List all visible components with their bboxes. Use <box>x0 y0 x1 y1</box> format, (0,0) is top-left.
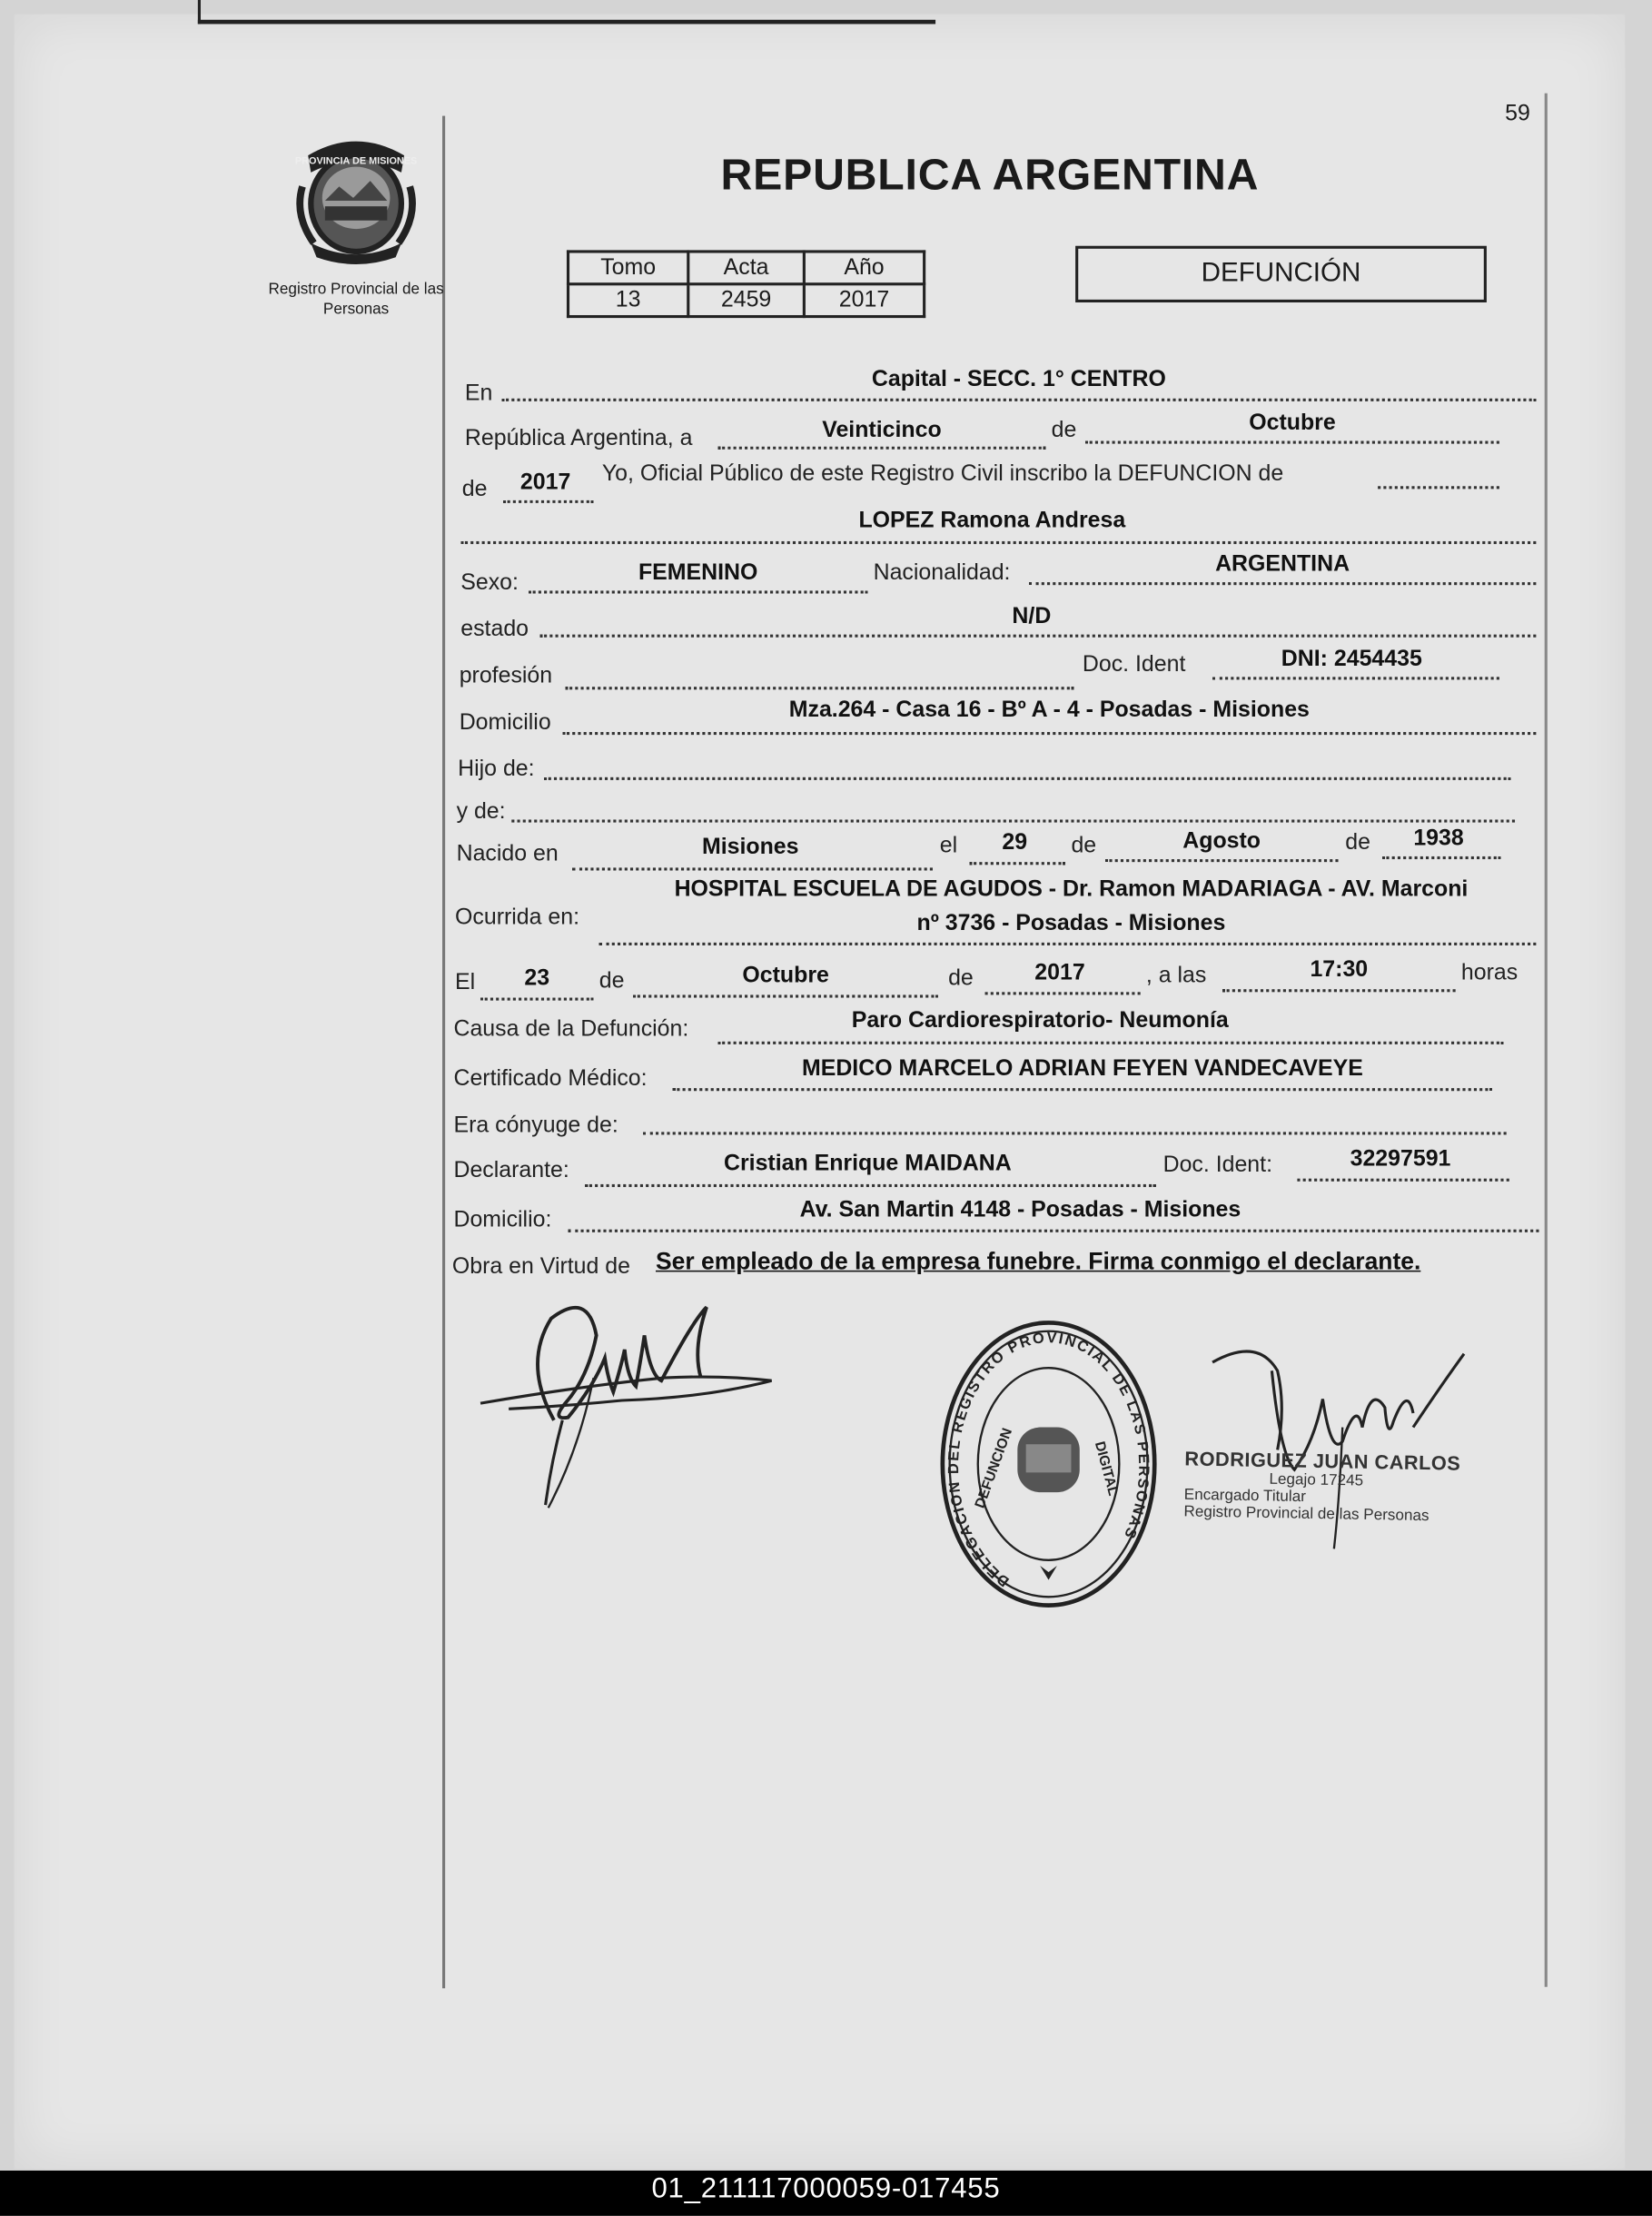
value-tomo: 13 <box>569 284 688 317</box>
dotted-line <box>503 500 594 503</box>
civil-status-value: N/D <box>1012 604 1052 629</box>
label-ocurrida-en: Ocurrida en: <box>455 905 580 930</box>
record-number-table <box>567 250 925 318</box>
label-republica: República Argentina, a <box>464 426 693 451</box>
birth-day-value: 29 <box>1002 830 1028 856</box>
dotted-line <box>969 862 1065 865</box>
declarant-name-value: Cristian Enrique MAIDANA <box>723 1152 1012 1176</box>
dotted-line <box>1029 582 1537 585</box>
dotted-line <box>480 998 593 1001</box>
label-hijo-de: Hijo de: <box>458 757 535 782</box>
dotted-line <box>562 732 1536 735</box>
label-inscribo: Yo, Oficial Público de este Registro Civil inscribo la DEFUNCION de <box>601 461 1284 487</box>
place-of-death-line2: nº 3736 - Posadas - Misiones <box>916 911 1226 936</box>
binder-edge-line <box>198 0 935 24</box>
label-y-de: y de: <box>456 799 506 825</box>
label-de-death-month: de <box>598 969 625 994</box>
medical-certificate-value: MEDICO MARCELO ADRIAN FEYEN VANDECAVEYE <box>801 1056 1363 1082</box>
label-horas: horas <box>1460 961 1518 985</box>
stamp-role: Encargado Titular <box>1183 1486 1307 1506</box>
declarant-address-value: Av. San Martin 4148 - Posadas - Misiones <box>799 1198 1241 1222</box>
month-value: Octubre <box>1249 411 1336 436</box>
dotted-line <box>460 541 1536 544</box>
dotted-line <box>569 1230 1539 1232</box>
label-certificado: Certificado Médico: <box>453 1066 648 1092</box>
declarant-doc-value: 32297591 <box>1350 1147 1451 1172</box>
death-year-value: 2017 <box>1034 961 1085 985</box>
dotted-line <box>539 635 1536 638</box>
dotted-line <box>511 819 1515 822</box>
dotted-line <box>1297 1179 1509 1182</box>
seal-inner-left-text: DEFUNCION <box>972 1426 1016 1511</box>
address-value: Mza.264 - Casa 16 - Bº A - 4 - Posadas - Misiones <box>788 697 1310 723</box>
value-acta: 2459 <box>688 284 805 317</box>
dotted-line <box>1105 859 1339 862</box>
death-month-value: Octubre <box>742 964 829 988</box>
dotted-line <box>565 687 1073 689</box>
place-of-death-line1: HOSPITAL ESCUELA DE AGUDOS - Dr. Ramon MADARIAGA - AV. Marconi <box>674 877 1469 902</box>
emblem-text: PROVINCIA DE MISIONES <box>294 155 418 167</box>
official-stamp <box>1183 1447 1524 1526</box>
header-tomo: Tomo <box>569 252 688 284</box>
label-nacionalidad: Nacionalidad: <box>873 560 1011 586</box>
day-in-words-value: Veinticinco <box>822 418 942 443</box>
label-de: de <box>1051 418 1077 443</box>
nationality-value: ARGENTINA <box>1215 552 1350 577</box>
label-en: En <box>464 381 493 406</box>
sex-value: FEMENINO <box>638 560 758 586</box>
label-doc-ident: Doc. Ident <box>1082 652 1186 678</box>
death-day-value: 23 <box>524 966 550 991</box>
dotted-line <box>572 867 933 870</box>
label-domicilio2: Domicilio: <box>453 1208 552 1232</box>
provincial-emblem-logo <box>292 130 421 265</box>
dotted-line <box>544 777 1510 780</box>
dotted-line <box>717 447 1045 450</box>
dotted-line <box>1212 677 1499 679</box>
seal-ring-text: DELEGACION DEL REGISTRO PROVINCIAL DE LAS PERSONAS <box>945 1329 1152 1590</box>
header-anio: Año <box>804 252 924 284</box>
label-a-las: , a las <box>1145 964 1207 988</box>
right-margin-line <box>1545 94 1548 1987</box>
label-causa: Causa de la Defunción: <box>453 1017 689 1042</box>
stamp-name: RODRIGUEZ JUAN CARLOS <box>1184 1447 1461 1475</box>
year-value: 2017 <box>519 470 571 495</box>
paper-sheet <box>15 15 1626 2170</box>
label-declarante: Declarante: <box>453 1158 569 1183</box>
birth-year-value: 1938 <box>1413 826 1464 851</box>
dotted-line <box>585 1184 1156 1187</box>
dotted-line <box>673 1088 1492 1091</box>
stamp-office: Registro Provincial de las Personas <box>1183 1503 1429 1525</box>
dotted-line <box>529 590 867 593</box>
death-time-value: 17:30 <box>1310 957 1369 983</box>
label-de-death-year: de <box>948 966 974 991</box>
label-doc-ident2: Doc. Ident: <box>1162 1153 1272 1178</box>
seal-inner-right-text: DIGITAL <box>1091 1439 1122 1498</box>
value-anio: 2017 <box>804 284 924 317</box>
label-de-year: de <box>461 477 488 502</box>
label-estado: estado <box>460 617 529 642</box>
label-el-date: El <box>455 970 476 995</box>
deceased-name-value: LOPEZ Ramona Andresa <box>858 509 1126 533</box>
dotted-line <box>717 1042 1503 1044</box>
dotted-line <box>599 943 1537 945</box>
label-obra: Obra en Virtud de <box>451 1254 631 1280</box>
document-title: REPUBLICA ARGENTINA <box>720 149 1260 200</box>
label-el: el <box>939 834 958 858</box>
registry-name: Registro Provincial de las Personas <box>268 281 444 319</box>
dotted-line <box>1382 856 1501 859</box>
dotted-line <box>643 1132 1507 1134</box>
official-seal <box>935 1317 1162 1614</box>
dotted-line <box>1378 486 1499 489</box>
reason-value: Ser empleado de la empresa funebre. Firma conmigo el declarante. <box>655 1247 1421 1275</box>
label-nacido-en: Nacido en <box>456 842 559 866</box>
birthplace-value: Misiones <box>701 835 799 860</box>
footer-file-id: 01_211117000059-017455 <box>651 2173 1001 2205</box>
header-acta: Acta <box>688 252 805 284</box>
label-sexo: Sexo: <box>460 570 519 596</box>
place-value: Capital - SECC. 1° CENTRO <box>871 367 1166 392</box>
declarant-signature <box>466 1293 791 1519</box>
dotted-line <box>633 994 938 997</box>
dni-value: DNI: 2454435 <box>1281 647 1422 672</box>
label-domicilio: Domicilio <box>459 710 551 736</box>
label-de-year2: de <box>1345 830 1371 856</box>
cause-of-death-value: Paro Cardiorespiratorio- Neumonía <box>851 1008 1229 1034</box>
record-type-box: DEFUNCIÓN <box>1075 246 1487 302</box>
label-de-month: de <box>1071 834 1097 858</box>
left-margin-line <box>442 116 445 1989</box>
birth-month-value: Agosto <box>1182 829 1261 854</box>
stamp-legajo: Legajo 17245 <box>1269 1470 1364 1490</box>
dotted-line <box>1085 440 1499 443</box>
dotted-line <box>1222 989 1456 992</box>
label-conyuge: Era cónyuge de: <box>453 1113 618 1138</box>
page-number: 59 <box>1505 102 1530 126</box>
dotted-line <box>501 399 1536 401</box>
label-profesion: profesión <box>459 664 553 688</box>
dotted-line <box>985 992 1141 994</box>
